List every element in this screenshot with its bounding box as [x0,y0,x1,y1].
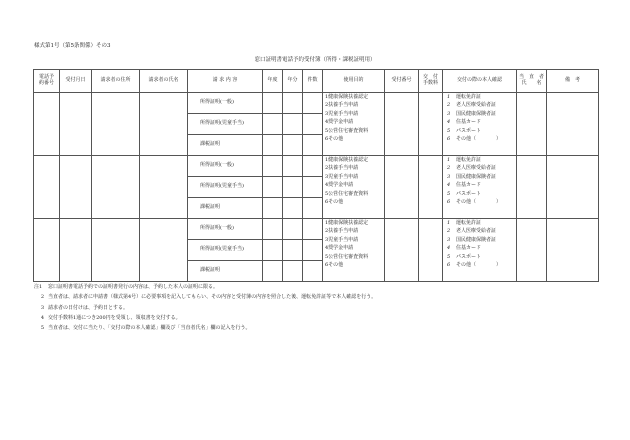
table-row [34,93,599,114]
identity-list: 1 運転免許証 2 老人医療受給者証 3 国民健康保険者証 4 住基カード 5 パスポート 6 その他（ ） [443,219,517,282]
identity-list: 1 運転免許証 2 老人医療受給者証 3 国民健康保険者証 4 住基カード 5 パスポート 6 その他（ ） [443,156,517,219]
count-cell[interactable] [303,198,323,219]
count-cell[interactable] [303,156,323,177]
name-cell[interactable] [140,93,188,156]
reservation-no-cell[interactable] [34,93,60,156]
note-item: 4 交付手数料1通につき200円を受領し、領収書を交付する。 [40,314,181,321]
year-cell[interactable] [263,261,283,282]
count-cell[interactable] [303,177,323,198]
request-item: 所得証明(児童手当) [188,114,263,135]
header-row [34,70,599,93]
fee-cell[interactable] [419,219,443,282]
request-item: 課税証明 [188,135,263,156]
request-item: 所得証明(児童手当) [188,240,263,261]
header-handler: 当 直 者 氏 名 [517,70,547,93]
header-identity: 交付の際の本人確認 [443,70,517,93]
count-cell[interactable] [303,219,323,240]
handler-cell[interactable] [517,93,547,156]
copies-cell[interactable] [283,93,303,114]
address-cell[interactable] [92,219,140,282]
receipt-no-cell[interactable] [385,156,419,219]
request-item: 所得証明(一般) [188,156,263,177]
form-number: 様式第1号（第5条関係）その3 [34,43,111,49]
header-year: 年度 [263,70,283,93]
request-item: 所得証明(一般) [188,219,263,240]
reservation-no-cell[interactable] [34,156,60,219]
remarks-cell[interactable] [547,156,599,219]
receipt-no-cell[interactable] [385,93,419,156]
year-cell[interactable] [263,114,283,135]
copies-cell[interactable] [283,177,303,198]
document-title: 窓口証明書電話予約受付簿（所得・課税証明用） [254,57,376,63]
identity-list: 1 運転免許証 2 老人医療受給者証 3 国民健康保険者証 4 住基カード 5 パスポート 6 その他（ ） [443,93,517,156]
note-item: 2 当直者は、請求者に申請書（様式第4号）に必要事項を記入してもらい、その内容と受付簿の内容を照合した後、運転免許証等で本人確認を行う。 [40,294,377,301]
copies-cell[interactable] [283,261,303,282]
reservation-ledger-table [33,69,599,282]
count-cell[interactable] [303,261,323,282]
header-receipt-no: 受付番号 [385,70,419,93]
header-count: 件数 [303,70,323,93]
notes-section [34,282,604,333]
year-cell[interactable] [263,156,283,177]
note-item: 3 請求者の日付けは、予約日とする。 [40,304,129,311]
header-copies: 年分 [283,70,303,93]
fee-cell[interactable] [419,156,443,219]
reservation-no-cell[interactable] [34,219,60,282]
header-address: 請求者の住所 [92,70,140,93]
year-cell[interactable] [263,219,283,240]
copies-cell[interactable] [283,240,303,261]
fee-cell[interactable] [419,93,443,156]
note-item: 注1 窓口証明書電話予約での証明書発行の内容は、予約した本人の証明に限る。 [34,284,219,290]
year-cell[interactable] [263,135,283,156]
name-cell[interactable] [140,219,188,282]
year-cell[interactable] [263,93,283,114]
header-fee: 交 付 手数料 [419,70,443,93]
request-item: 課税証明 [188,198,263,219]
address-cell[interactable] [92,156,140,219]
received-date-cell[interactable] [60,93,92,156]
purpose-list: 1健康保険扶養認定 2扶養手当申請 3児童手当申請 4奨学金申請 5公営住宅審査資料 6その他 [323,156,385,219]
remarks-cell[interactable] [547,219,599,282]
name-cell[interactable] [140,156,188,219]
table-row [34,156,599,177]
count-cell[interactable] [303,240,323,261]
table-row [34,219,599,240]
received-date-cell[interactable] [60,219,92,282]
count-cell[interactable] [303,135,323,156]
header-purpose: 使用目的 [323,70,385,93]
handler-cell[interactable] [517,219,547,282]
year-cell[interactable] [263,198,283,219]
copies-cell[interactable] [283,198,303,219]
note-item: 5 当直者は、交付に当たり、「交付の際の本人確認」欄及び「当直者氏名」欄の記入を行う。 [40,325,251,332]
purpose-list: 1健康保険扶養認定 2扶養手当申請 3児童手当申請 4奨学金申請 5公営住宅審査資料 6その他 [323,93,385,156]
header-reservation-no: 電話予 約番号 [34,70,60,93]
header-remarks: 備 考 [547,70,599,93]
request-item: 課税証明 [188,261,263,282]
copies-cell[interactable] [283,156,303,177]
year-cell[interactable] [263,177,283,198]
year-cell[interactable] [263,240,283,261]
request-item: 所得証明(一般) [188,93,263,114]
copies-cell[interactable] [283,219,303,240]
request-item: 所得証明(児童手当) [188,177,263,198]
copies-cell[interactable] [283,135,303,156]
copies-cell[interactable] [283,114,303,135]
address-cell[interactable] [92,93,140,156]
header-name: 請求者の氏名 [140,70,188,93]
header-request: 請 求 内 容 [188,70,263,93]
receipt-no-cell[interactable] [385,219,419,282]
header-received-date: 受付月日 [60,70,92,93]
remarks-cell[interactable] [547,93,599,156]
handler-cell[interactable] [517,156,547,219]
count-cell[interactable] [303,93,323,114]
purpose-list: 1健康保険扶養認定 2扶養手当申請 3児童手当申請 4奨学金申請 5公営住宅審査資料 6その他 [323,219,385,282]
received-date-cell[interactable] [60,156,92,219]
count-cell[interactable] [303,114,323,135]
